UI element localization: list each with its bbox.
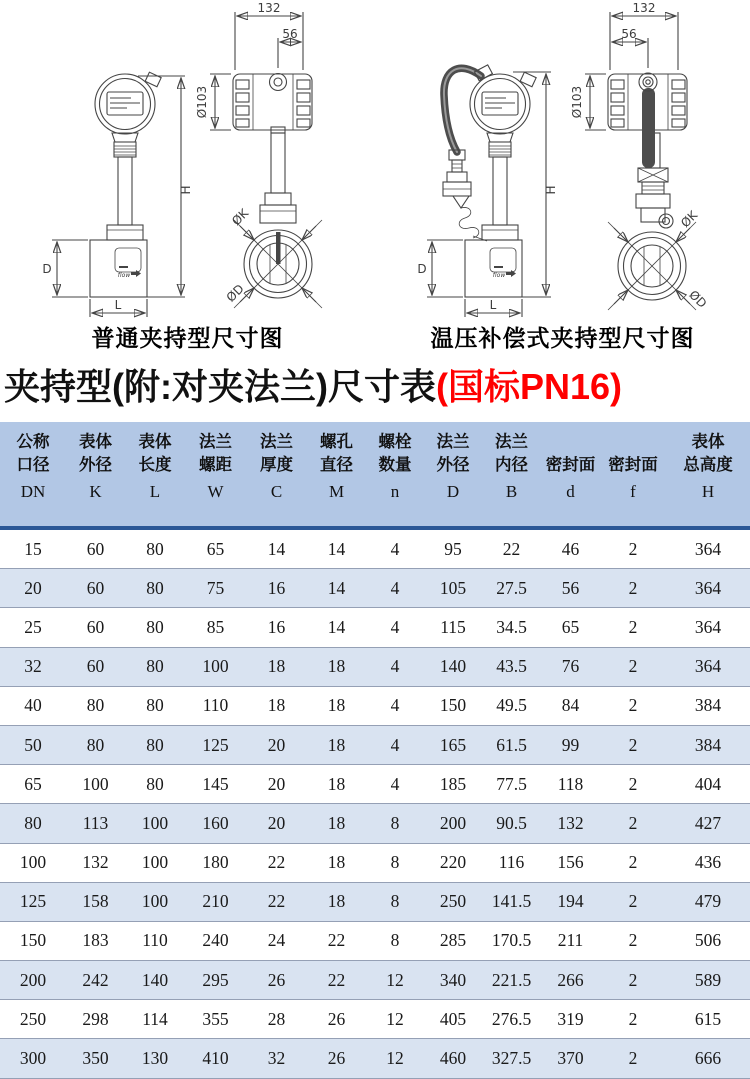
- table-row: [0, 765, 750, 804]
- table-cell: 32: [0, 647, 66, 686]
- dim-103-label: Ø103: [570, 85, 584, 119]
- table-cell: 158: [66, 882, 125, 921]
- table-cell: 4: [366, 725, 424, 764]
- table-cell: 2: [600, 608, 666, 647]
- table-cell: 16: [246, 569, 307, 608]
- table-cell: 22: [246, 843, 307, 882]
- table-cell: 384: [666, 686, 750, 725]
- table-row: [0, 647, 750, 686]
- dim-L-label: L: [489, 298, 497, 312]
- table-cell: 350: [66, 1039, 125, 1078]
- table-cell: 80: [0, 804, 66, 843]
- table-cell: 183: [66, 921, 125, 960]
- table-cell: 60: [66, 569, 125, 608]
- table-cell: 27.5: [482, 569, 541, 608]
- ordinary-clamp-drawing: [0, 0, 375, 322]
- table-cell: 2: [600, 765, 666, 804]
- table-cell: 141.5: [482, 882, 541, 921]
- table-cell: 370: [541, 1039, 600, 1078]
- table-cell: 298: [66, 1000, 125, 1039]
- table-header: [0, 422, 750, 528]
- table-cell: 2: [600, 961, 666, 1000]
- table-cell: 132: [541, 804, 600, 843]
- table-cell: 15: [24, 538, 42, 559]
- table-cell: 4: [366, 647, 424, 686]
- column-header-dn: 公称 口径 DN: [0, 422, 66, 528]
- figure-compensated-clamp: [375, 0, 750, 354]
- table-cell: 110: [185, 686, 246, 725]
- table-row: [0, 804, 750, 843]
- table-cell: 2: [600, 725, 666, 764]
- dim-K-label: ØK: [678, 208, 701, 231]
- table-cell: 4: [366, 686, 424, 725]
- table-cell: 615: [666, 1000, 750, 1039]
- table-cell: 2: [600, 686, 666, 725]
- table-cell: 12: [366, 1039, 424, 1078]
- table-row: [0, 843, 750, 882]
- table-cell: 116: [482, 843, 541, 882]
- table-cell: 210: [185, 882, 246, 921]
- table-cell: 100: [185, 647, 246, 686]
- column-header-m: 螺孔 直径 M: [307, 422, 366, 528]
- table-cell: 410: [185, 1039, 246, 1078]
- table-row: [0, 1039, 750, 1078]
- dim-K-label: ØK: [229, 206, 252, 229]
- table-cell: 114: [125, 1000, 185, 1039]
- table-cell: 589: [666, 961, 750, 1000]
- table-cell: 26: [307, 1000, 366, 1039]
- table-cell: 80: [146, 538, 164, 559]
- table-cell: 25: [0, 608, 66, 647]
- table-cell: 60: [66, 647, 125, 686]
- table-cell: 140: [424, 647, 482, 686]
- table-cell: 22: [246, 882, 307, 921]
- table-cell: 20: [246, 765, 307, 804]
- table-cell: 14: [307, 608, 366, 647]
- table-row: [0, 686, 750, 725]
- table-cell: 80: [66, 725, 125, 764]
- table-cell: 165: [424, 725, 482, 764]
- table-cell: 14: [307, 569, 366, 608]
- dim-D-label: D: [42, 262, 52, 276]
- table-cell: 61.5: [482, 725, 541, 764]
- table-cell: 100: [125, 804, 185, 843]
- table-cell: 18: [307, 882, 366, 921]
- table-cell: 18: [246, 686, 307, 725]
- table-cell: 80: [125, 608, 185, 647]
- table-cell: 14: [327, 538, 346, 559]
- table-cell: 384: [666, 725, 750, 764]
- table-cell: 8: [366, 804, 424, 843]
- table-cell: 80: [125, 765, 185, 804]
- table-cell: 2: [600, 1000, 666, 1039]
- table-cell: 18: [307, 804, 366, 843]
- side-view: [195, 1, 322, 308]
- dimension-table: [0, 422, 750, 1079]
- table-cell: 319: [541, 1000, 600, 1039]
- table-cell: 49.5: [482, 686, 541, 725]
- table-cell: 145: [185, 765, 246, 804]
- table-cell: 100: [66, 765, 125, 804]
- table-cell: 405: [424, 1000, 482, 1039]
- table-cell: 65: [541, 608, 600, 647]
- table-row: [0, 882, 750, 921]
- table-cell: 18: [307, 765, 366, 804]
- figure-caption-compensated: 温压补偿式夹持型尺寸图: [430, 325, 695, 351]
- table-cell: 32: [246, 1039, 307, 1078]
- table-cell: 132: [66, 843, 125, 882]
- table-cell: 4: [366, 608, 424, 647]
- table-body: [0, 528, 750, 1078]
- table-cell: 125: [185, 725, 246, 764]
- table-cell: 113: [66, 804, 125, 843]
- column-header-w: 法兰 螺距 W: [185, 422, 246, 528]
- table-cell: 2: [600, 843, 666, 882]
- table-cell: 2: [628, 538, 638, 559]
- table-cell: 18: [246, 647, 307, 686]
- table-cell: 125: [0, 882, 66, 921]
- table-cell: 240: [185, 921, 246, 960]
- table-cell: 4: [366, 765, 424, 804]
- table-cell: 90.5: [482, 804, 541, 843]
- table-cell: 75: [185, 569, 246, 608]
- table-cell: 18: [307, 843, 366, 882]
- table-cell: 80: [125, 725, 185, 764]
- table-cell: 506: [666, 921, 750, 960]
- figure-caption-ordinary: 普通夹持型尺寸图: [91, 325, 284, 351]
- flow-label: flow: [117, 272, 131, 279]
- table-cell: 12: [366, 961, 424, 1000]
- table-title: [0, 364, 750, 410]
- table-row: [0, 528, 750, 569]
- table-cell: 16: [246, 608, 307, 647]
- table-cell: 666: [666, 1039, 750, 1078]
- table-cell: 364: [666, 647, 750, 686]
- table-cell: 50: [0, 725, 66, 764]
- table-cell: 14: [267, 538, 286, 559]
- table-cell: 40: [0, 686, 66, 725]
- column-header-l: 表体 长度 L: [125, 422, 185, 528]
- table-title-main: 夹持型(附:对夹法兰)尺寸表: [4, 366, 436, 407]
- table-cell: 80: [66, 686, 125, 725]
- dimension-diagrams: [0, 0, 750, 354]
- table-cell: 100: [0, 843, 66, 882]
- flow-label: flow: [492, 272, 506, 279]
- table-cell: 460: [424, 1039, 482, 1078]
- table-row: [0, 569, 750, 608]
- table-title-standard: (国标PN16): [435, 366, 622, 407]
- column-header-k: 表体 外径 K: [66, 422, 125, 528]
- table-cell: 110: [125, 921, 185, 960]
- table-cell: 2: [600, 882, 666, 921]
- dim-103-label: Ø103: [195, 85, 209, 119]
- table-cell: 8: [366, 921, 424, 960]
- table-cell: 100: [125, 843, 185, 882]
- table-cell: 28: [246, 1000, 307, 1039]
- table-cell: 404: [666, 765, 750, 804]
- column-header-n: 螺栓 数量 n: [366, 422, 424, 528]
- table-cell: 4: [390, 538, 400, 559]
- table-cell: 80: [125, 647, 185, 686]
- table-cell: 327.5: [482, 1039, 541, 1078]
- table-cell: 65: [0, 765, 66, 804]
- compensated-clamp-drawing: [375, 0, 750, 322]
- front-view: [417, 65, 558, 317]
- table-cell: 84: [541, 686, 600, 725]
- table-cell: 285: [424, 921, 482, 960]
- dim-OD-label: ØD: [223, 281, 247, 305]
- dim-H-label: H: [179, 185, 193, 195]
- table-cell: 26: [246, 961, 307, 1000]
- table-cell: 18: [307, 725, 366, 764]
- table-cell: 180: [185, 843, 246, 882]
- front-view: [42, 72, 193, 317]
- table-cell: 43.5: [482, 647, 541, 686]
- dim-132-label: 132: [632, 1, 656, 15]
- dim-H-label: H: [544, 185, 558, 195]
- table-cell: 105: [424, 569, 482, 608]
- table-cell: 2: [600, 569, 666, 608]
- table-cell: 364: [694, 538, 722, 559]
- table-row: [0, 1000, 750, 1039]
- dim-L-label: L: [114, 298, 122, 312]
- table-row: [0, 961, 750, 1000]
- table-cell: 150: [0, 921, 66, 960]
- table-cell: 20: [246, 804, 307, 843]
- table-cell: 26: [307, 1039, 366, 1078]
- table-cell: 24: [246, 921, 307, 960]
- table-cell: 242: [66, 961, 125, 1000]
- table-cell: 100: [125, 882, 185, 921]
- table-cell: 200: [424, 804, 482, 843]
- table-cell: 250: [424, 882, 482, 921]
- table-cell: 12: [366, 1000, 424, 1039]
- table-row: [0, 725, 750, 764]
- table-cell: 156: [541, 843, 600, 882]
- table-cell: 22: [307, 961, 366, 1000]
- column-header-seal-d: 密封面 d: [541, 422, 600, 528]
- dim-132-label: 132: [257, 1, 281, 15]
- table-cell: 211: [541, 921, 600, 960]
- table-cell: 170.5: [482, 921, 541, 960]
- side-view: [570, 1, 709, 311]
- table-cell: 65: [206, 538, 225, 559]
- column-header-b: 法兰 内径 B: [482, 422, 541, 528]
- table-cell: 150: [424, 686, 482, 725]
- table-cell: 295: [185, 961, 246, 1000]
- column-header-h: 表体 总高度 H: [666, 422, 750, 528]
- column-header-c: 法兰 厚度 C: [246, 422, 307, 528]
- table-cell: 80: [125, 686, 185, 725]
- table-cell: 364: [666, 608, 750, 647]
- table-cell: 8: [366, 882, 424, 921]
- table-cell: 18: [307, 647, 366, 686]
- table-cell: 22: [307, 921, 366, 960]
- table-cell: 130: [125, 1039, 185, 1078]
- dim-OD-label: ØD: [686, 287, 710, 311]
- table-cell: 2: [600, 647, 666, 686]
- table-cell: 4: [366, 569, 424, 608]
- table-cell: 200: [0, 961, 66, 1000]
- table-cell: 118: [541, 765, 600, 804]
- table-cell: 22: [502, 538, 521, 559]
- table-cell: 364: [666, 569, 750, 608]
- table-cell: 479: [666, 882, 750, 921]
- table-cell: 266: [541, 961, 600, 1000]
- table-cell: 2: [600, 921, 666, 960]
- table-cell: 8: [366, 843, 424, 882]
- table-cell: 80: [125, 569, 185, 608]
- table-cell: 300: [0, 1039, 66, 1078]
- table-cell: 185: [424, 765, 482, 804]
- table-cell: 355: [185, 1000, 246, 1039]
- table-cell: 2: [600, 1039, 666, 1078]
- table-cell: 99: [541, 725, 600, 764]
- dim-56-label: 56: [282, 27, 298, 41]
- table-cell: 60: [86, 538, 105, 559]
- table-cell: 221.5: [482, 961, 541, 1000]
- table-row: [0, 608, 750, 647]
- column-header-d: 法兰 外径 D: [424, 422, 482, 528]
- table-cell: 56: [541, 569, 600, 608]
- table-cell: 20: [0, 569, 66, 608]
- table-cell: 220: [424, 843, 482, 882]
- table-cell: 85: [185, 608, 246, 647]
- dim-56-label: 56: [621, 27, 637, 41]
- pressure-cable: [642, 88, 655, 168]
- table-cell: 20: [246, 725, 307, 764]
- table-cell: 76: [541, 647, 600, 686]
- table-cell: 115: [424, 608, 482, 647]
- table-row: [0, 921, 750, 960]
- table-cell: 46: [561, 538, 580, 559]
- table-cell: 60: [66, 608, 125, 647]
- table-cell: 140: [125, 961, 185, 1000]
- figure-ordinary-clamp: [0, 0, 375, 354]
- table-cell: 340: [424, 961, 482, 1000]
- table-cell: 194: [541, 882, 600, 921]
- table-cell: 2: [600, 804, 666, 843]
- table-cell: 436: [666, 843, 750, 882]
- table-cell: 18: [307, 686, 366, 725]
- table-cell: 160: [185, 804, 246, 843]
- table-cell: 77.5: [482, 765, 541, 804]
- table-cell: 276.5: [482, 1000, 541, 1039]
- table-cell: 34.5: [482, 608, 541, 647]
- table-cell: 427: [666, 804, 750, 843]
- dim-D-label: D: [417, 262, 427, 276]
- table-cell: 95: [444, 538, 462, 559]
- column-header-seal-f: 密封面 f: [600, 422, 666, 528]
- table-cell: 250: [0, 1000, 66, 1039]
